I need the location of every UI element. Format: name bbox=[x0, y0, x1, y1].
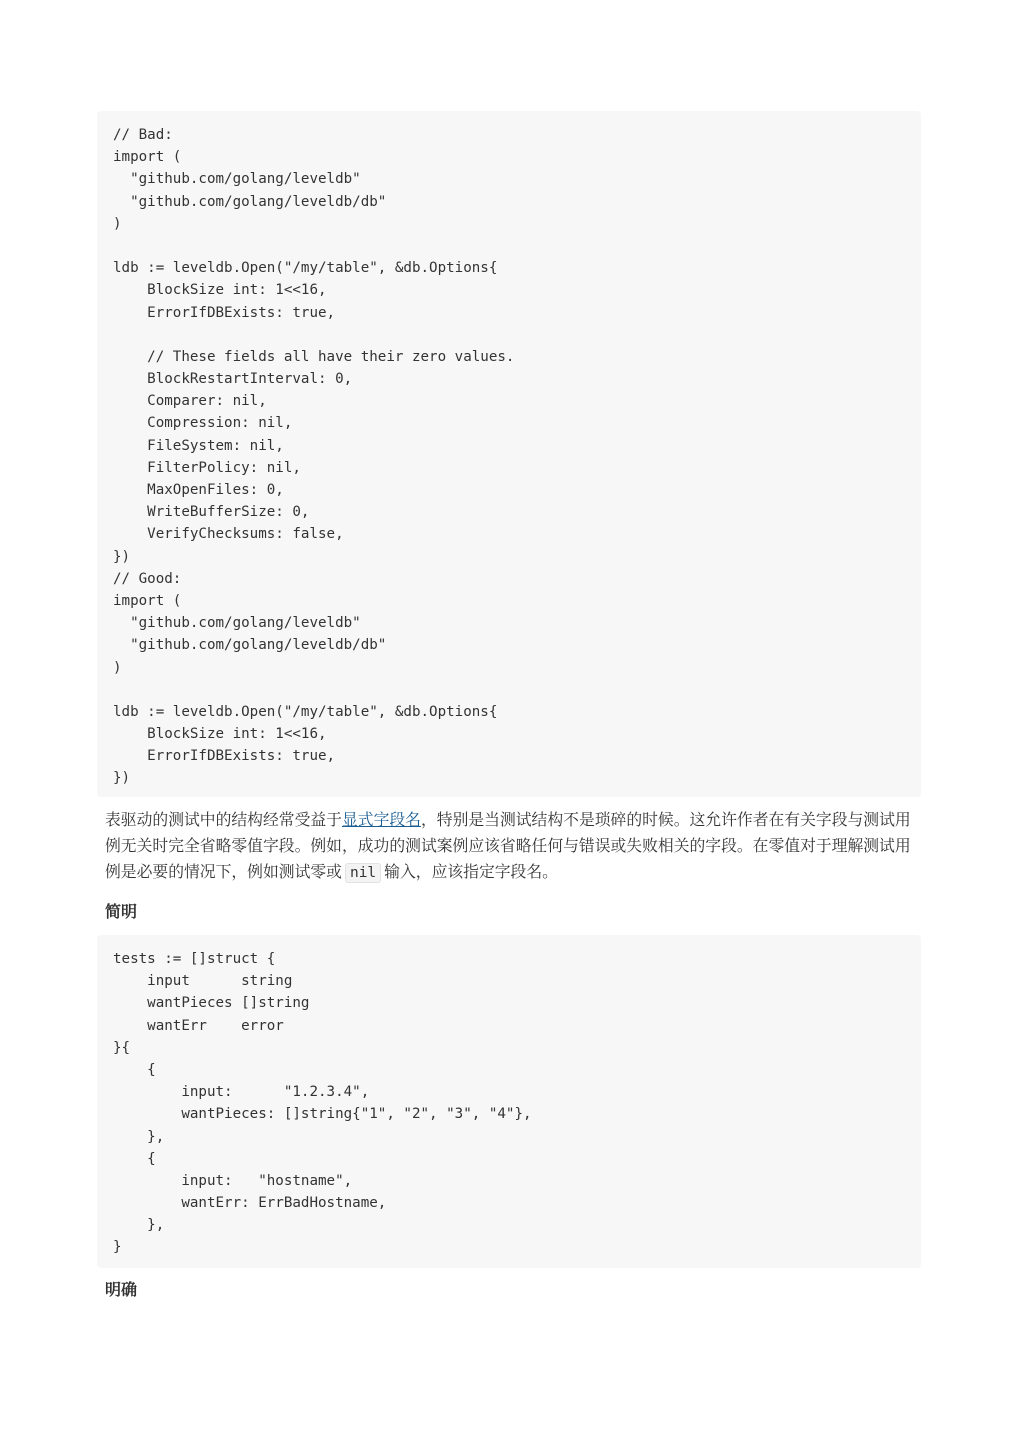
explanation-paragraph bbox=[105, 807, 915, 886]
code-line: { bbox=[113, 1150, 156, 1167]
code-line: wantErr error bbox=[113, 1017, 284, 1034]
code-line: "github.com/golang/leveldb/db" bbox=[113, 637, 387, 654]
code-line: // These fields all have their zero values. bbox=[113, 348, 515, 365]
code-line: BlockRestartInterval: 0, bbox=[113, 371, 353, 388]
code-line bbox=[113, 679, 921, 701]
code-line: "github.com/golang/leveldb" bbox=[113, 615, 361, 632]
heading-explicit: 明确 bbox=[105, 1280, 138, 1299]
code-line: FileSystem: nil, bbox=[113, 437, 284, 454]
code-line: tests := []struct { bbox=[113, 951, 276, 967]
paragraph-text-1: 表驱动的测试中的结构经常受益于 bbox=[105, 810, 342, 829]
code-line: wantPieces: []string{"1", "2", "3", "4"}, bbox=[113, 1106, 532, 1123]
code-line: ) bbox=[113, 215, 122, 232]
code-line: BlockSize int: 1<<16, bbox=[113, 282, 327, 299]
code-line: }) bbox=[113, 548, 131, 565]
code-line: }, bbox=[113, 1128, 165, 1145]
code-line: } bbox=[113, 1239, 122, 1256]
code-line: { bbox=[113, 1061, 156, 1078]
code-line: input: "hostname", bbox=[113, 1172, 353, 1189]
code-line: wantPieces []string bbox=[113, 995, 310, 1012]
paragraph-text-3: 输入，应该指定字段名。 bbox=[384, 862, 558, 881]
code-line: ErrorIfDBExists: true, bbox=[113, 304, 336, 321]
paragraph-text-2: ，特别是当测试结构不是琐碎的时候。这允许作者在有关字段与测试用例无关时完全省略零值字段。例如，成功的测试案例应该省略任何与错误或失败相关的字段。在零值对于理解测试用例是必要的情况下，例如测试零或 bbox=[105, 810, 911, 881]
code-line: import ( bbox=[113, 592, 182, 609]
code-line bbox=[113, 235, 921, 257]
code-line: FilterPolicy: nil, bbox=[113, 459, 301, 476]
code-block-tests-struct bbox=[97, 935, 921, 1268]
code-line: }) bbox=[113, 770, 131, 787]
code-line: Compression: nil, bbox=[113, 415, 293, 432]
code-line: ldb := leveldb.Open("/my/table", &db.Options{ bbox=[113, 703, 498, 720]
code-line: VerifyChecksums: false, bbox=[113, 526, 344, 543]
code-line: "github.com/golang/leveldb" bbox=[113, 171, 361, 188]
heading-concise: 简明 bbox=[105, 902, 138, 921]
code-line: ) bbox=[113, 659, 122, 676]
code-line: // Bad: bbox=[113, 127, 173, 143]
code-line: // Good: bbox=[113, 570, 182, 587]
explicit-field-names-link[interactable]: 显式字段名 bbox=[341, 810, 421, 829]
code-line bbox=[113, 324, 921, 346]
code-line: ldb := leveldb.Open("/my/table", &db.Options{ bbox=[113, 260, 498, 277]
code-line: WriteBufferSize: 0, bbox=[113, 504, 310, 521]
code-line: input string bbox=[113, 973, 293, 990]
code-line: BlockSize int: 1<<16, bbox=[113, 726, 327, 743]
code-line: input: "1.2.3.4", bbox=[113, 1084, 370, 1101]
inline-code-nil: nil bbox=[345, 863, 381, 883]
code-line: ErrorIfDBExists: true, bbox=[113, 748, 336, 765]
code-line: }, bbox=[113, 1217, 165, 1234]
code-line: Comparer: nil, bbox=[113, 393, 267, 410]
code-line: MaxOpenFiles: 0, bbox=[113, 482, 284, 498]
code-line: }{ bbox=[113, 1039, 131, 1056]
code-line: import ( bbox=[113, 149, 182, 166]
code-block-bad-good-example bbox=[97, 111, 921, 797]
code-line: wantErr: ErrBadHostname, bbox=[113, 1195, 387, 1212]
code-line: "github.com/golang/leveldb/db" bbox=[113, 193, 387, 210]
